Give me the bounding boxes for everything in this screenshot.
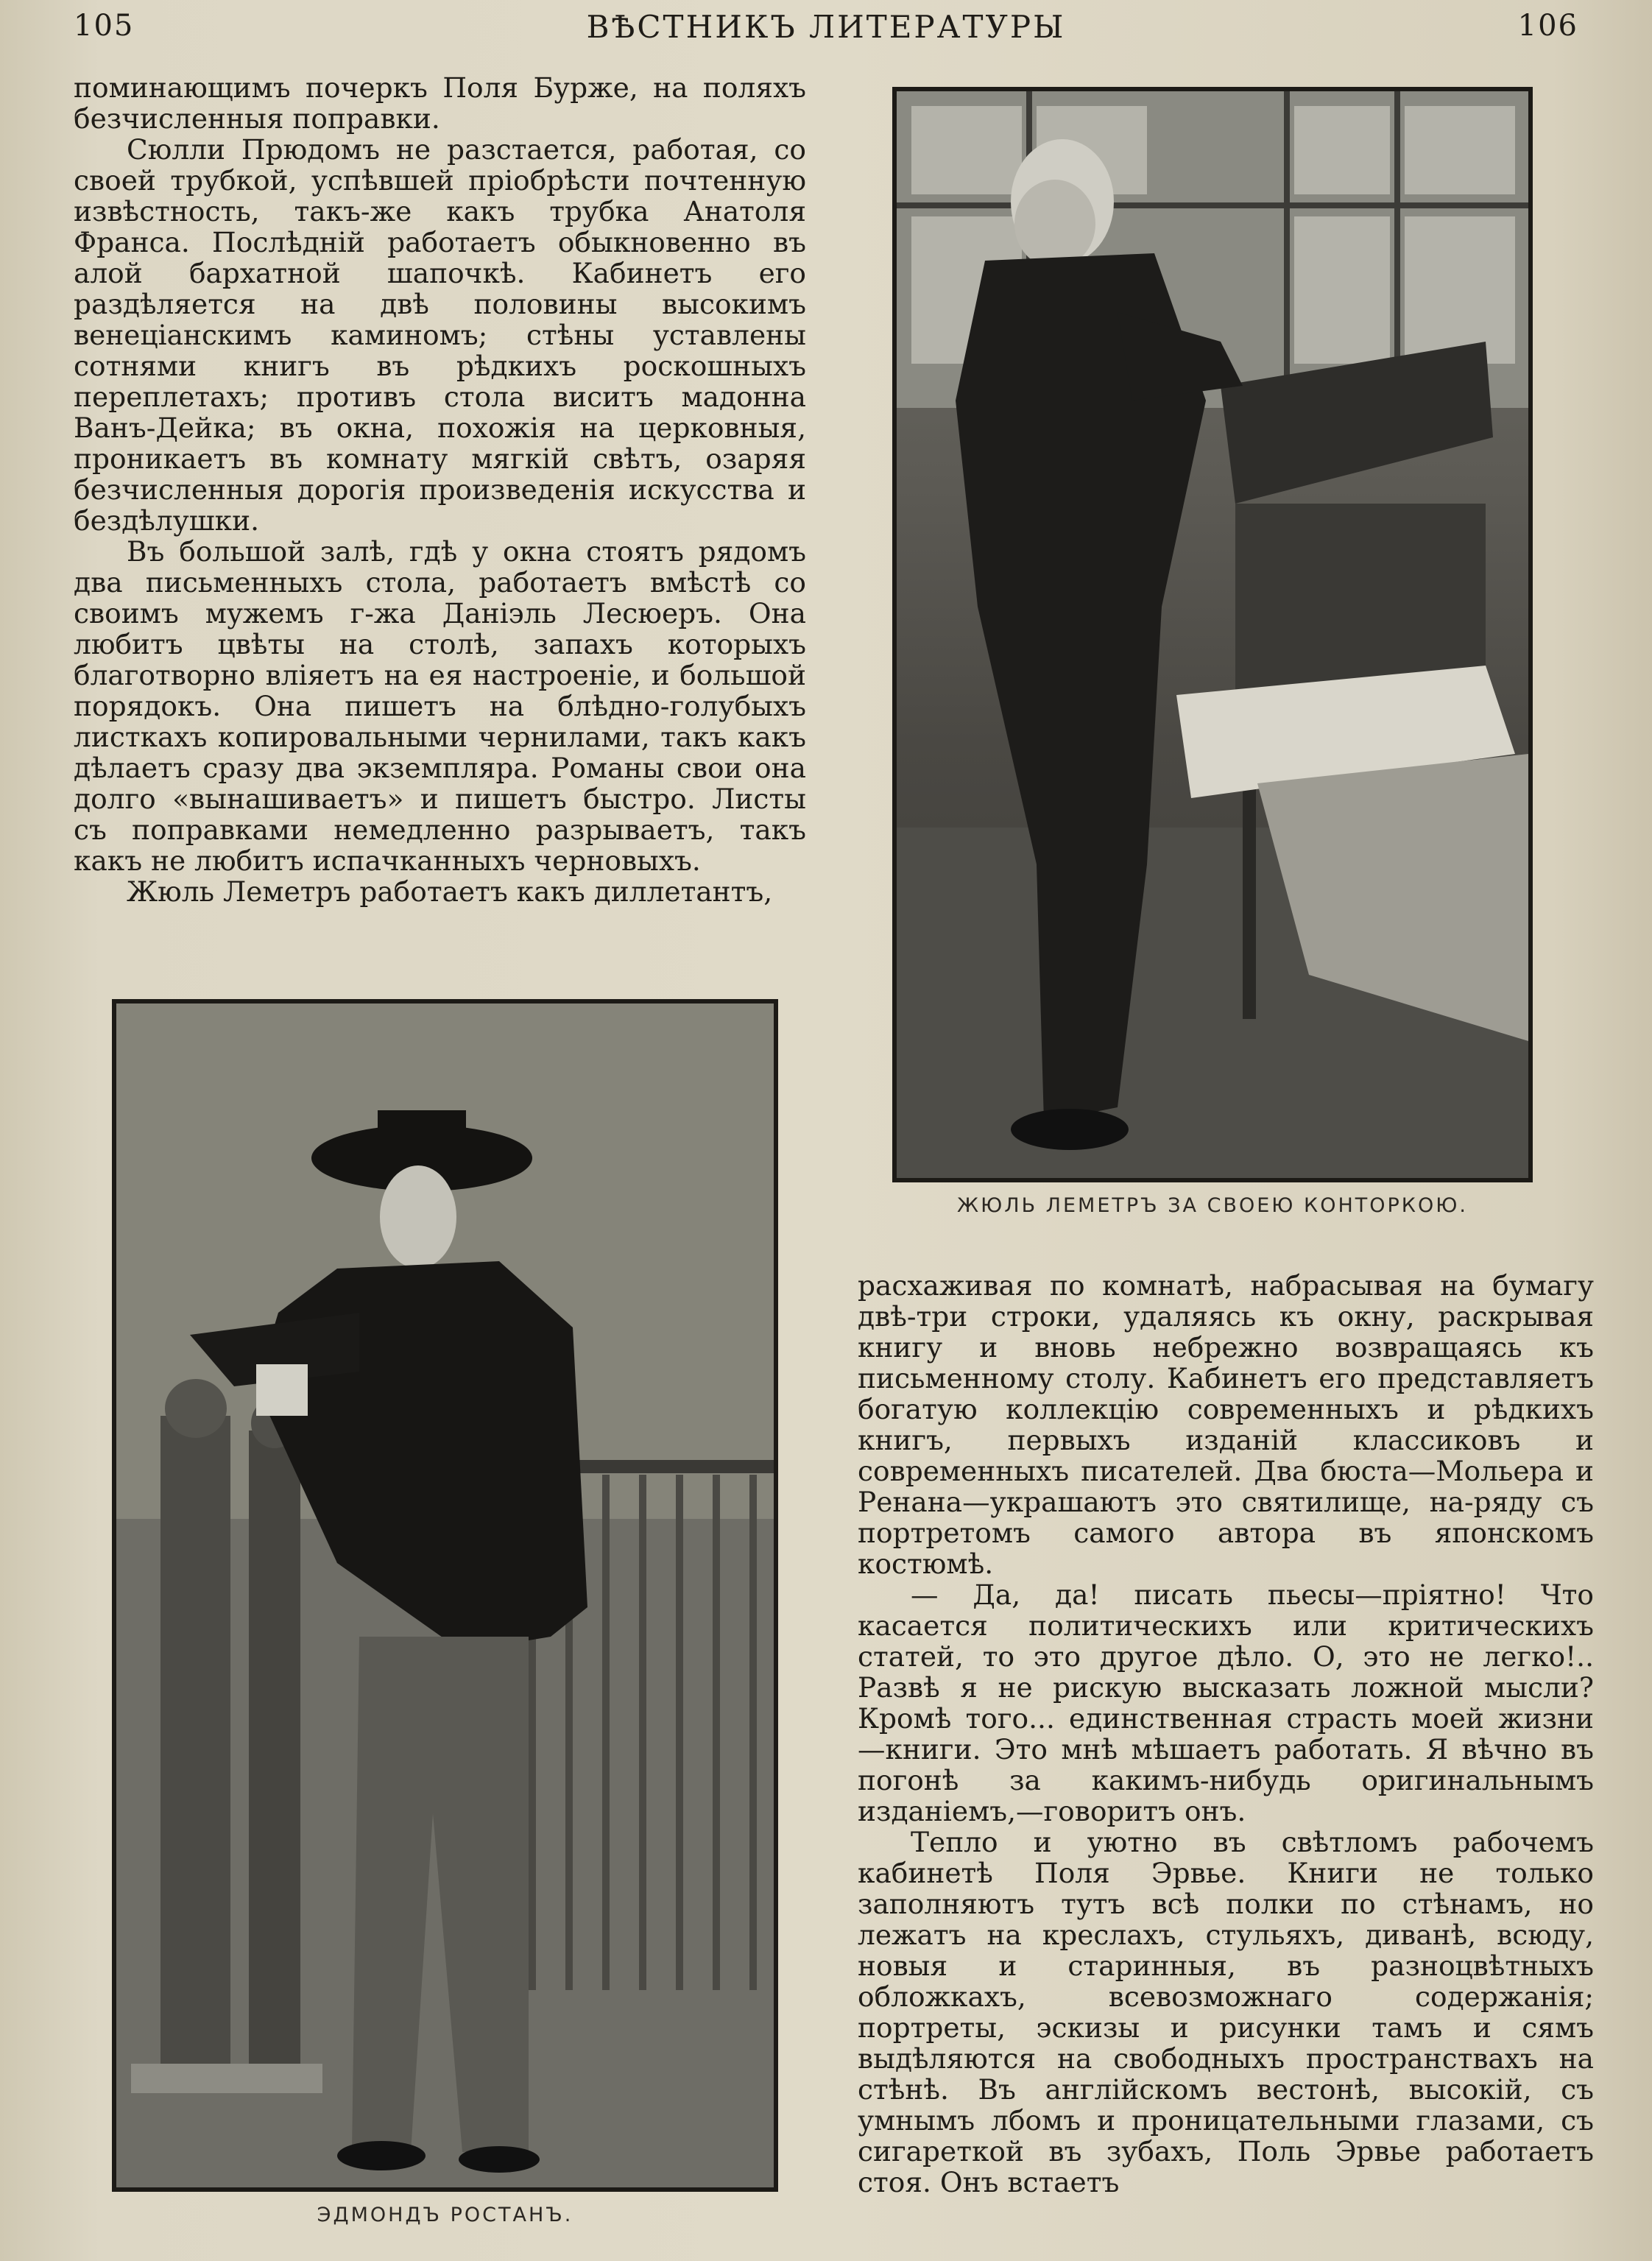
- right-text-column: [858, 1270, 1594, 2198]
- paragraph: Сюлли Прюдомъ не разстается, работая, со своей трубкой, успѣвшей пріобрѣсти почтенную извѣстность, такъ-же какъ трубка Анатоля Франса. Послѣдній работаетъ обыкновенно въ алой бархатной шапочкѣ. Кабинетъ его раздѣляется на двѣ половины высокимъ венеціанскимъ каминомъ; стѣны уставлены сотнями книгъ въ рѣдкихъ роскошныхъ переплетахъ; противъ стола виситъ мадонна Ванъ-Дейка; въ окна, похожія на церковныя, проникаетъ въ комнату мягкій свѣтъ, озаряя безчисленныя дорогія произведенія искусства и бездѣлушки.: [74, 133, 806, 537]
- rostand-caption: ЭДМОНДЪ РОСТАНЪ.: [317, 2204, 573, 2226]
- page-number-left: 105: [74, 9, 135, 43]
- paragraph: Въ большой залѣ, гдѣ у окна стоятъ рядомъ два письменныхъ стола, работаетъ вмѣстѣ со своимъ мужемъ г-жа Даніэль Лесюеръ. Она любитъ цвѣты на столѣ, запахъ которыхъ благотворно вліяетъ на ея настроеніе, и большой порядокъ. Она пишетъ на блѣдно-голубыхъ листкахъ копировальными чернилами, такъ какъ дѣлаетъ сразу два экземпляра. Романы свои она долго «вынашиваетъ» и пишетъ быстро. Листы съ поправками немедленно разрываетъ, такъ какъ не любитъ испачканныхъ черновыхъ.: [74, 535, 806, 877]
- lemaitre-caption: ЖЮЛЬ ЛЕМЕТРЪ ЗА СВОЕЮ КОНТОРКОЮ.: [957, 1194, 1468, 1217]
- paragraph: Жюль Леметръ работаетъ какъ диллетантъ,: [127, 875, 773, 908]
- paragraph: расхаживая по комнатѣ, набрасывая на бумагу двѣ-три строки, удаляясь къ окну, раскрывая книгу и вновь небрежно возвращаясь къ письменному столу. Кабинетъ его представляетъ богатую коллекцію современныхъ и рѣдкихъ книгъ, первыхъ изданій классиковъ и современныхъ писателей. Два бюста—Мольера и Ренана—украшаютъ это святилище, на-ряду съ портретомъ самого автора въ японскомъ костюмѣ.: [858, 1269, 1594, 1580]
- left-text-column: [74, 72, 806, 907]
- page-header: [44, 9, 1608, 53]
- running-title: ВѢСТНИКЪ ЛИТЕРАТУРЫ: [586, 9, 1066, 45]
- lemaitre-photo: [892, 87, 1533, 1182]
- paragraph: поминающимъ почеркъ Поля Бурже, на поляхъ безчисленныя поправки.: [74, 71, 806, 135]
- page-number-right: 106: [1517, 9, 1578, 43]
- paragraph: Тепло и уютно въ свѣтломъ рабочемъ кабинетѣ Поля Эрвье. Книги не только заполняютъ тутъ всѣ полки по стѣнамъ, но лежатъ на креслахъ, стульяхъ, диванѣ, всюду, новыя и старинныя, въ разноцвѣтныхъ обложкахъ, всевозможнаго содержанія; портреты, эскизы и рисунки тамъ и сямъ выдѣляются на свободныхъ пространствахъ на стѣнѣ. Въ англійскомъ вестонѣ, высокій, съ умнымъ лбомъ и проницательными глазами, съ сигареткой въ зубахъ, Поль Эрвье работаетъ стоя. Онъ встаетъ: [858, 1826, 1594, 2198]
- paragraph: — Да, да! писать пьесы—пріятно! Что касается политическихъ или критическихъ статей, то это другое дѣло. О, это не легко!.. Развѣ я не рискую высказать ложной мысли? Кромѣ того... единственная страсть моей жизни—книги. Это мнѣ мѣшаетъ работать. Я вѣчно въ погонѣ за какимъ-нибудь оригинальнымъ изданіемъ,—говоритъ онъ.: [858, 1579, 1594, 1827]
- rostand-photo: [112, 999, 778, 2192]
